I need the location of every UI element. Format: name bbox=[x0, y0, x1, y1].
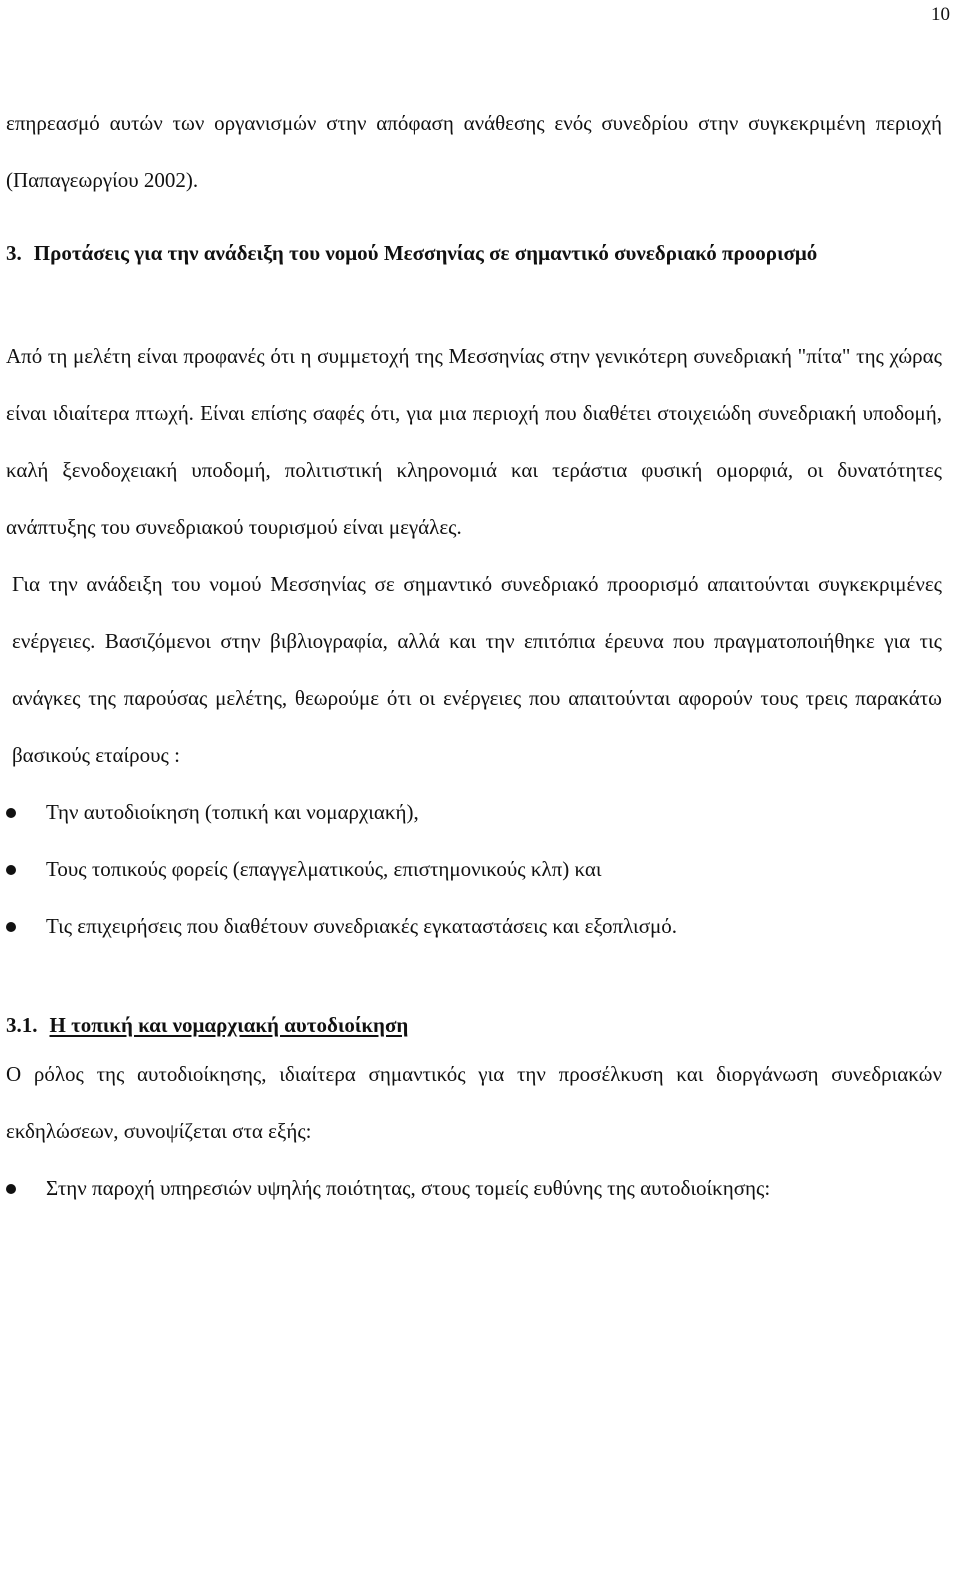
bullet-icon bbox=[6, 922, 16, 932]
list-item-text: Τους τοπικούς φορείς (επαγγελματικούς, επιστημονικούς κλπ) και bbox=[46, 857, 602, 881]
list-item-text: Τις επιχειρήσεις που διαθέτουν συνεδριακές εγκαταστάσεις και εξοπλισμό. bbox=[46, 914, 678, 938]
document-body bbox=[6, 95, 942, 1217]
body-paragraph-1: Από τη μελέτη είναι προφανές ότι η συμμετοχή της Μεσσηνίας στην γενικότερη συνεδριακή "πίτα" της χώρας είναι ιδιαίτερα πτωχή. Είναι επίσης σαφές ότι, για μια περιοχή που διαθέτει στοιχειώδη συνεδριακή υποδομή, καλή ξενοδοχειακή υποδομή, πολιτιστική κληρονομιά και τεράστια φυσική ομορφιά, οι δυνατότητες ανάπτυξης του συνεδριακού τουρισμού είναι μεγάλες. bbox=[6, 344, 942, 539]
list-item-text: Την αυτοδιοίκηση (τοπική και νομαρχιακή), bbox=[46, 800, 419, 824]
section-heading-3 bbox=[6, 235, 942, 271]
roles-list bbox=[6, 1160, 942, 1217]
continuation-paragraph: επηρεασμό αυτών των οργανισμών στην απόφαση ανάθεσης ενός συνεδρίου στην συγκεκριμένη περιοχή (Παπαγεωργίου 2002). bbox=[6, 111, 942, 192]
list-item bbox=[6, 841, 942, 898]
list-item bbox=[6, 784, 942, 841]
section-number: 3.1. bbox=[6, 1013, 38, 1037]
partners-list bbox=[6, 784, 942, 955]
body-paragraph-2: Για την ανάδειξη του νομού Μεσσηνίας σε σημαντικό συνεδριακό προορισμό απαιτούνται συγκεκριμένες ενέργειες. Βασιζόμενοι στην βιβλιογραφία, αλλά και την επιτόπια έρευνα που πραγματοποιήθηκε για τις ανάγκες της παρούσας μελέτης, θεωρούμε ότι οι ενέργειες που απαιτούνται αφορούν τους τρεις παρακάτω βασικούς εταίρους : bbox=[12, 572, 942, 767]
list-item bbox=[6, 1160, 942, 1217]
body-paragraph-3: Ο ρόλος της αυτοδιοίκησης, ιδιαίτερα σημαντικός για την προσέλκυση και διοργάνωση συνεδριακών εκδηλώσεων, συνοψίζεται στα εξής: bbox=[6, 1062, 942, 1143]
bullet-icon bbox=[6, 1184, 16, 1194]
list-item bbox=[6, 898, 942, 955]
section-number: 3. bbox=[6, 241, 22, 265]
bullet-icon bbox=[6, 808, 16, 818]
page-number: 10 bbox=[931, 4, 950, 25]
bullet-icon bbox=[6, 865, 16, 875]
section-title: Προτάσεις για την ανάδειξη του νομού Μεσσηνίας σε σημαντικό συνεδριακό προορισμό bbox=[33, 241, 818, 265]
section-title: Η τοπική και νομαρχιακή αυτοδιοίκηση bbox=[49, 1013, 409, 1037]
list-item-text: Στην παροχή υπηρεσιών υψηλής ποιότητας, στους τομείς ευθύνης της αυτοδιοίκησης: bbox=[46, 1176, 771, 1200]
section-heading-3-1 bbox=[6, 1007, 942, 1043]
